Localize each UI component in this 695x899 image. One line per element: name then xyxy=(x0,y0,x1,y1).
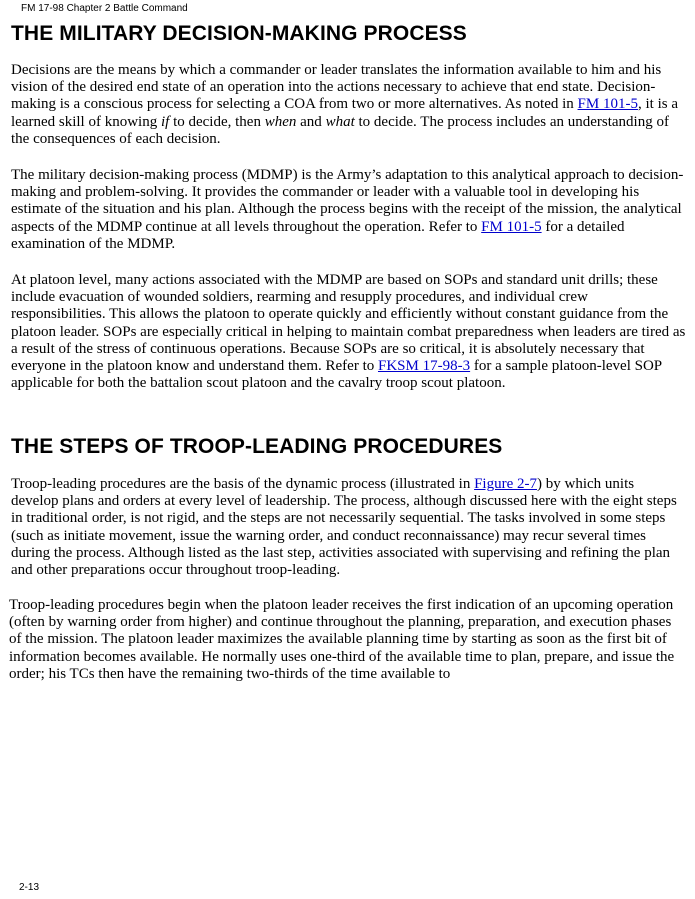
paragraph-mdmp-1 xyxy=(11,62,684,148)
section-heading-troop-leading: THE STEPS OF TROOP-LEADING PROCEDURES xyxy=(11,435,503,458)
text: , it is a learned skill of knowing xyxy=(11,96,678,130)
link-figure-2-7[interactable]: Figure 2-7 xyxy=(474,476,537,492)
paragraph-mdmp-2 xyxy=(11,167,684,253)
text: ) by which units develop plans and orders at every level of leadership. The process, although discussed here with the eight steps in traditional order, is not rigid, and the steps are not necessarily sequential. The tasks involved in some steps (such as initiate movement, issue the warning order, and conduct reconnaissance) may recur several times during the process. Although listed as the last step, activities associated with supervising and refining the plan and other preparations occur throughout troop-leading. xyxy=(11,476,677,579)
text: The military decision-making process (MDMP) is the Army’s adaptation to this analytical approach to decision-making and problem-solving. It provides the commander or leader with a valuable tool in developing his estimate of the situation and his plan. Although the process begins with the receipt of the mission, the analytical aspects of the MDMP continue at all levels throughout the operation. Refer to xyxy=(11,167,684,235)
text: to decide, then xyxy=(169,113,265,130)
text: At platoon level, many actions associated with the MDMP are based on SOPs and standard unit drills; these include evacuation of wounded soldiers, rearming and resupply procedures, and individual crew responsibilities. This allows the platoon to operate quickly and efficiently without constant guidance from the platoon leader. SOPs are especially critical in helping to maintain combat preparedness when leaders are tired as a result of the stress of continuous operations. Because SOPs are so critical, it is absolutely necessary that everyone in the platoon know and understand them. Refer to xyxy=(11,272,686,375)
paragraph-mdmp-3 xyxy=(11,272,686,392)
emphasis: if xyxy=(160,113,170,130)
emphasis: when xyxy=(264,113,297,130)
link-fm-101-5[interactable]: FM 101-5 xyxy=(481,218,542,235)
section-heading-mdmp: THE MILITARY DECISION-MAKING PROCESS xyxy=(11,22,467,45)
text: Decisions are the means by which a commander or leader translates the information available to him and his vision of the desired end state of an operation into the actions necessary to achieve that end state. Decision-making is a conscious process for selecting a COA from two or more alternatives. As noted in xyxy=(11,62,662,113)
running-head: FM 17-98 Chapter 2 Battle Command xyxy=(21,3,188,14)
text: for a sample platoon-level SOP applicable for both the battalion scout platoon and the cavalry troop scout platoon. xyxy=(11,358,662,392)
emphasis: what xyxy=(325,113,355,130)
page-number: 2-13 xyxy=(19,882,40,893)
text: Troop-leading procedures begin when the platoon leader receives the first indication of an upcoming operation (often by warning order from higher) and continue throughout the planning, preparation, and execution phases of the mission. The platoon leader maximizes the available planning time by starting as soon as the first bit of information becomes available. He normally uses one-third of the available time to plan, prepare, and issue the order; his TCs then have the remaining two-thirds of the time available to xyxy=(9,597,675,682)
link-fksm-17-98-3[interactable]: FKSM 17-98-3 xyxy=(377,358,471,375)
text: Troop-leading procedures are the basis of the dynamic process (illustrated in xyxy=(11,476,475,492)
paragraph-troop-leading-2 xyxy=(9,597,686,683)
link-fm-101-5[interactable]: FM 101-5 xyxy=(577,96,638,113)
text: to decide. The process includes an understanding of the consequences of each decision. xyxy=(11,113,669,147)
text: for a detailed examination of the MDMP. xyxy=(11,218,625,252)
paragraph-troop-leading-1 xyxy=(11,476,684,579)
text: and xyxy=(296,113,326,130)
